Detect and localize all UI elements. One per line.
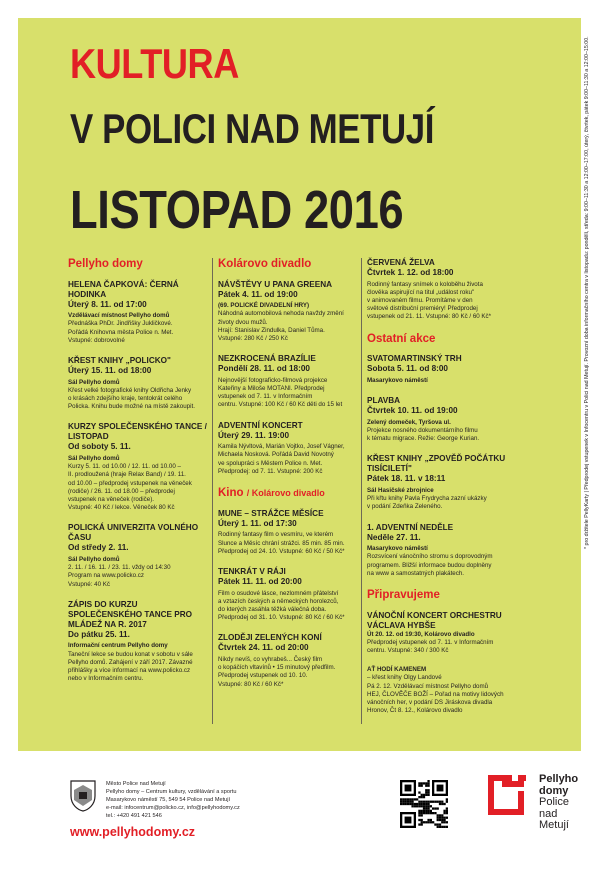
event-title: NEZKROCENÁ BRAZÍLIE [218, 354, 316, 364]
event-desc: Nikdy nevíš, co vyhrabeš... Český film [218, 655, 323, 663]
event-desc: Náhodná automobilová nehoda navždy změní [218, 310, 344, 318]
event-title: ZÁPIS DO KURZU SPOLEČENSKÉHO TANCE PRO MLÁDEŽ NA R. 2017 [68, 599, 193, 629]
footer-line: Pellyho domy – Centrum kultury, vzdělávání a sportu [106, 789, 237, 795]
event-desc: Vstupné: 40 Kč / lekce. Věneček 80 Kč [68, 504, 175, 512]
event-desc: do kterých zasáhla těžká válečná doba. [218, 605, 327, 613]
event-item [367, 258, 525, 322]
event-desc: Předprodej od 24. 10. Vstupné: 60 Kč / 50 Kč* [218, 547, 345, 555]
event-desc: Předprodej vstupenek od 7. 11. v Informačním [367, 638, 494, 646]
event-desc: Přednáška PhDr. Jindřišky Jukličkové. [68, 320, 173, 328]
section-heading: Ostatní akce [367, 332, 436, 345]
event-desc: v animovaném filmu. Promítáme v den [367, 297, 473, 305]
event-desc: centru. Vstupné: 100 Kč / 60 Kč děti do 15 let [218, 401, 343, 409]
event-desc: Při křtu knihy Pavla Frydrycha zazní ukázky [367, 495, 487, 503]
event-desc: Kamila Nývltová, Marián Vojtko, Josef Vágner, [218, 443, 345, 451]
event-item [68, 422, 207, 512]
event-title: ZLODĚJI ZELENÝCH KONÍ [218, 633, 322, 643]
event-item [367, 523, 525, 578]
event-date: Čtvrtek 10. 11. od 19:00 [367, 406, 458, 416]
column-kolarovo-divadlo [218, 258, 358, 700]
event-desc: Hronov, Čt 8. 12., Kolárovo divadlo [367, 707, 463, 715]
event-desc: ve spolupráci s Městem Police n. Met. [218, 459, 323, 467]
event-desc: Pellyho domů. Zahájení v září 2017. Závazné [68, 658, 193, 666]
event-desc: Kateřiny a Miloše MOTANI. Předprodej [218, 385, 325, 393]
event-place: Sál Pellyho domů [68, 556, 120, 564]
headline-town: V POLICI NAD METUJÍ [70, 105, 434, 152]
event-item [218, 567, 358, 622]
event-desc: Rozsvícení vánočního stromu s doprovodným [367, 553, 493, 561]
event-desc: Taneční lekce se budou konat v sobotu v sále [68, 650, 193, 658]
event-place: (69. POLICKÉ DIVADELNÍ HRY) [218, 302, 310, 310]
event-title: PLAVBA [367, 396, 401, 406]
event-desc: II. prodloužená (hraje Relax Band) / 19. 11. [68, 471, 186, 479]
event-desc: programem. Bližší informace budou doplněny [367, 561, 492, 569]
website-link[interactable]: www.pellyhodomy.cz [70, 825, 196, 839]
section-heading: Kolárovo divadlo [218, 258, 312, 270]
event-desc: Rodinný fantasy snímek o koloběhu života [367, 280, 483, 288]
event-date: Od soboty 5. 11. [68, 442, 131, 452]
event-desc: Projekce nosného dokumentárního filmu [367, 426, 478, 434]
event-date: Úterý 29. 11. 19:00 [218, 430, 290, 440]
event-title: 1. ADVENTNÍ NEDĚLE [367, 522, 454, 532]
event-date: Sobota 5. 11. od 8:00 [367, 364, 448, 374]
qr-code-icon [400, 780, 448, 828]
event-desc: přihlášky a více informací na www.policko.cz [68, 667, 191, 675]
event-place: Vzdělávací místnost Pellyho domů [68, 312, 170, 320]
event-item [367, 611, 525, 656]
event-item [68, 280, 207, 345]
event-date: Úterý 1. 11. od 17:30 [218, 518, 297, 528]
side-note: * pro držitele PellyKarty | Předprodej vstupenek v Infocentru v Polici nad Metují. Provozní doba informačního centra v listopadu: pondělí, středa: 9:00–11:30 a 12:00–17:00, úterý, čtvrtek, pátek 9:00–11:30 a 12:00–15:00. [584, 36, 590, 549]
event-desc: Předprodej vstupenek od 10. 10. [218, 672, 308, 680]
event-desc: vánočních her, v podání DS Jiráskova divadla [367, 698, 493, 706]
event-date: Pondělí 28. 11. od 18:00 [218, 364, 310, 374]
column-other [367, 258, 525, 726]
event-place: Masarykovo náměstí [367, 376, 428, 384]
footer-line: e-mail: infocentrum@policko.cz, info@pellyhodomy.cz [106, 805, 240, 811]
column-divider [212, 258, 213, 724]
event-date: Do pátku 25. 11. [68, 629, 130, 639]
headline-kultura: KULTURA [70, 40, 239, 87]
event-desc: a vztazích českých a německých horolezců, [218, 597, 339, 605]
event-title: KŘEST KNIHY „POLICKO" [68, 356, 171, 366]
section-heading: Pellyho domy [68, 258, 143, 270]
event-desc: světové distribuční premiéry! Předprodej [367, 305, 478, 313]
event-date: Čtvrtek 1. 12. od 18:00 [367, 268, 454, 277]
event-item [68, 356, 207, 411]
column-divider [361, 258, 362, 724]
event-desc: Rodinný fantasy film o vesmíru, ve kterém [218, 531, 334, 539]
event-desc: k tématu migrace. Režie: George Kurian. [367, 435, 480, 443]
event-desc: Vstupné: 80 Kč / 60 Kč* [218, 680, 284, 688]
pellyho-domy-logo-icon [482, 771, 530, 819]
event-title: HELENA ČAPKOVÁ: ČERNÁ HODINKA [68, 279, 179, 299]
event-desc: Program na www.policko.cz [68, 572, 144, 580]
event-title: ADVENTNÍ KONCERT [218, 420, 303, 430]
footer-line: Město Police nad Metují [106, 781, 166, 787]
section-heading-kino: Kino / Kolárovo divadlo [218, 487, 325, 500]
event-title: KURZY SPOLEČENSKÉHO TANCE / LISTOPAD [68, 422, 207, 442]
event-desc: – křest knihy Olgy Landové [367, 674, 442, 682]
event-title: ČERVENÁ ŽELVA [367, 258, 435, 267]
event-item [367, 396, 525, 443]
event-place: Sál Hasičské zbrojnice [367, 486, 434, 494]
event-place: Informační centrum Pellyho domy [68, 642, 168, 650]
event-item [218, 421, 358, 476]
event-desc: 2. 11. / 16. 11. / 23. 11. vždy od 14:30 [68, 564, 171, 572]
event-title: SVATOMARTINSKÝ TRH [367, 354, 462, 364]
event-place: Masarykovo náměstí [367, 545, 428, 553]
event-desc: Vstupné: 280 Kč / 250 Kč [218, 335, 288, 343]
event-desc: o kopáčích vltavínů • 15 minutový předfilm. [218, 664, 336, 672]
event-title: VÁNOČNÍ KONCERT ORCHESTRU VÁCLAVA HYBŠE [367, 610, 502, 630]
event-desc: Vstupné: dobrovolné [68, 336, 125, 344]
column-pellyho-domy [68, 258, 207, 694]
headline-month: LISTOPAD 2016 [70, 180, 404, 240]
event-date: Od středy 2. 11. [68, 543, 129, 553]
event-date: Pátek 11. 11. od 20:00 [218, 576, 302, 586]
event-place: Sál Pellyho domů [68, 455, 120, 463]
event-item [218, 354, 358, 409]
event-desc: Film o osudové lásce, nezlomném přátelství [218, 589, 339, 597]
event-item [367, 454, 525, 511]
event-desc: Předprodej od 31. 10. Vstupné: 80 Kč / 60 Kč* [218, 614, 345, 622]
event-desc: vstupenek od 21. 11. Vstupné: 80 Kč / 60 Kč* [367, 313, 492, 321]
event-desc: Slunce a Měsíc chrání strážci. 85 min. 85 min. [218, 539, 345, 547]
event-desc: v podání Zdeňka Zeleného. [367, 503, 443, 511]
event-desc: Pořádá Knihovna města Police n. Met. [68, 328, 174, 336]
event-desc: Předprodej: od 7. 11. Vstupné: 200 Kč [218, 467, 323, 475]
event-item [218, 280, 358, 344]
event-desc: HEJ, ČLOVĚČE BOŽÍ – Pořad na motivy lidových [367, 690, 504, 698]
event-item [68, 600, 207, 684]
event-desc: Michaela Nosková. Pořádá David Novotný [218, 451, 334, 459]
event-date: Úterý 15. 11. od 18:00 [68, 366, 152, 376]
footer-line: Masarykovo náměstí 75, 549 54 Police nad Metují [106, 797, 231, 803]
event-desc: nebo v Informačním centru. [68, 675, 144, 683]
event-desc: člověka aspirující na titul „událost roku" [367, 288, 475, 296]
event-desc: životy dvou mužů. [218, 318, 268, 326]
event-title: MUNE – STRÁŽCE MĚSÍCE [218, 508, 324, 518]
event-desc: (rodiče) / 26. 11. od 18.00 – předprodej [68, 487, 175, 495]
event-item [68, 523, 207, 588]
event-item [367, 354, 525, 385]
event-desc: na www a samostatných plakátech. [367, 569, 464, 577]
event-desc: vstupenek od 7. 11. v Informačním [218, 393, 313, 401]
logo-text: Pellyho domy Police nad Metují [539, 773, 579, 832]
event-place: AŤ HODÍ KAMENEM [367, 666, 427, 674]
event-place: Út 20. 12. od 19:30, Kolárovo divadlo [367, 630, 475, 638]
event-title: TENKRÁT V RÁJI [218, 566, 286, 576]
event-desc: Kurzy 5. 11. od 10.00 / 12. 11. od 10.00 – [68, 463, 181, 471]
event-desc: centru. Vstupné: 340 / 300 Kč [367, 646, 449, 654]
event-title: NÁVŠTĚVY U PANA GREENA [218, 279, 333, 289]
event-desc: Pá 2. 12. Vzdělávací místnost Pellyho domů [367, 682, 489, 690]
event-date: Pátek 4. 11. od 19:00 [218, 289, 298, 299]
event-desc: od 10.00 – předprodej vstupenek na věneček [68, 479, 192, 487]
event-date: Pátek 18. 11. v 18:11 [367, 474, 446, 484]
event-desc: Policka. Knihu bude možné na místě zakoupit. [68, 403, 195, 411]
event-title: POLICKÁ UNIVERZITA VOLNÉHO ČASU [68, 523, 199, 543]
event-place: Sál Pellyho domů [68, 378, 120, 386]
event-item [218, 509, 358, 556]
event-desc: vstupenek na věneček (rodiče). [68, 496, 154, 504]
event-date: Neděle 27. 11. [367, 532, 421, 542]
event-desc: Vstupné: 40 Kč [68, 580, 110, 588]
event-item [367, 666, 525, 715]
event-date: Úterý 8. 11. od 17:00 [68, 299, 147, 309]
event-place: Zelený domeček, Tyršova ul. [367, 418, 451, 426]
section-heading: Připravujeme [367, 588, 440, 601]
event-date: Čtvrtek 24. 11. od 20:00 [218, 643, 309, 653]
coat-of-arms-icon [70, 780, 96, 812]
event-desc: Křest velké fotografické knihy Oldřicha Jenky [68, 386, 192, 394]
event-item [218, 633, 358, 688]
event-desc: Nejnovější fotograficko-filmová projekce [218, 376, 328, 384]
event-desc: o krásách zdejšího kraje, tentokrát celého [68, 395, 183, 403]
footer-line: tel.: +420 491 421 546 [106, 813, 162, 819]
event-desc: Hrají: Stanislav Zindulka, Daniel Tůma. [218, 326, 325, 334]
event-title: KŘEST KNIHY „ZPOVĚĎ POČÁTKU TISÍCILETÍ" [367, 454, 506, 474]
